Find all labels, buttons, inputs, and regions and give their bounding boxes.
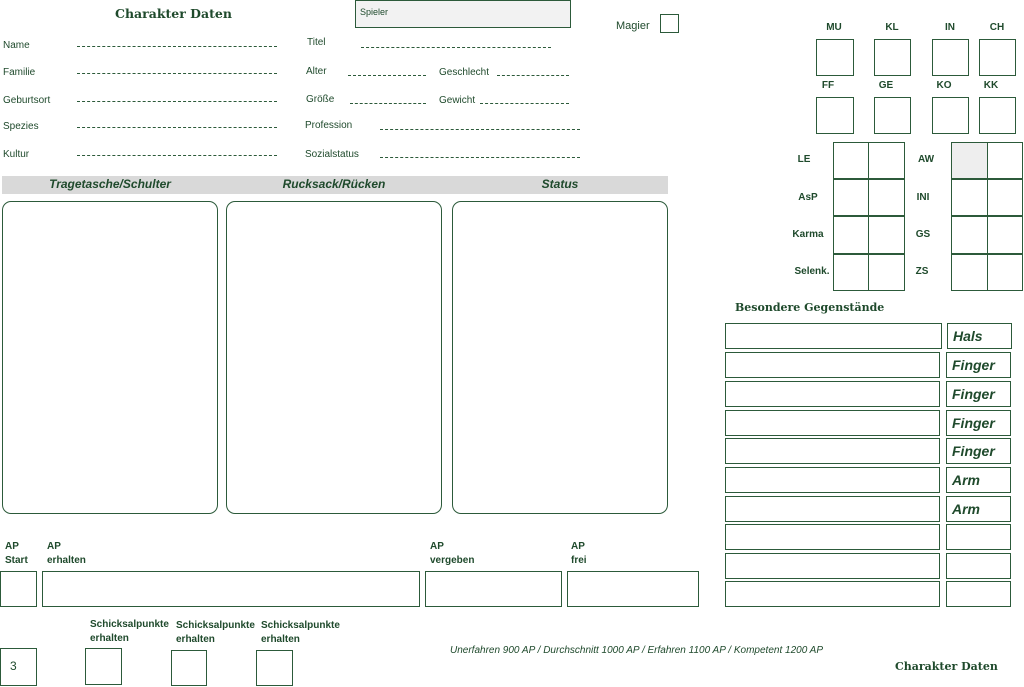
slot-finger: Finger xyxy=(946,381,1011,407)
special-item-field[interactable] xyxy=(725,323,942,349)
ap-vergeben-input[interactable] xyxy=(425,571,562,607)
familie-label: Familie xyxy=(3,67,36,78)
stat-label-ini: INI xyxy=(916,192,930,203)
page-number-box xyxy=(0,648,37,686)
ap-vergeben-label-2: vergeben xyxy=(430,555,475,566)
gewicht-input[interactable] xyxy=(480,103,569,104)
experience-levels: Unerfahren 900 AP / Durchschnitt 1000 AP / Erfahren 1100 AP / Kompetent 1200 AP xyxy=(450,645,823,656)
titel-label: Titel xyxy=(307,37,326,48)
special-item-field[interactable] xyxy=(725,467,940,493)
slot-arm: Arm xyxy=(946,496,1011,522)
stat-box-asp-1[interactable] xyxy=(833,179,869,216)
ap-erhalten-label-2: erhalten xyxy=(47,555,86,566)
slot-finger: Finger xyxy=(946,352,1011,378)
slot-finger: Finger xyxy=(946,438,1011,464)
attr-box-in[interactable] xyxy=(932,39,969,76)
attr-box-ko[interactable] xyxy=(932,97,969,134)
stat-label-karma: Karma xyxy=(792,229,824,240)
ap-erhalten-label-1: AP xyxy=(47,541,61,552)
ap-start-label-2: Start xyxy=(5,555,28,566)
mage-checkbox[interactable] xyxy=(660,14,679,33)
special-item-field[interactable] xyxy=(725,438,940,464)
stat-label-le: LE xyxy=(797,154,811,165)
ap-vergeben-label-1: AP xyxy=(430,541,444,552)
fate-label-2a: Schicksalpunkte xyxy=(176,620,255,631)
player-label: Spieler xyxy=(360,7,389,17)
ap-start-input[interactable] xyxy=(0,571,37,607)
profession-input[interactable] xyxy=(380,129,580,130)
attr-label-kk: KK xyxy=(983,80,999,91)
attr-box-mu[interactable] xyxy=(816,39,854,76)
stat-box-gs-1[interactable] xyxy=(951,216,988,254)
attr-box-ge[interactable] xyxy=(874,97,911,134)
sozialstatus-label: Sozialstatus xyxy=(305,149,359,160)
header-rucksack: Rucksack/Rücken xyxy=(282,177,386,191)
sozialstatus-input[interactable] xyxy=(380,157,580,158)
familie-input[interactable] xyxy=(77,73,277,74)
slot-empty[interactable] xyxy=(946,553,1011,579)
stat-box-le-1[interactable] xyxy=(833,142,869,179)
stat-box-zs-2[interactable] xyxy=(987,254,1023,291)
fate-box-2[interactable] xyxy=(171,650,207,686)
sheet-title: Charakter Daten xyxy=(115,6,232,21)
ap-start-label-1: AP xyxy=(5,541,19,552)
stat-box-karma-1[interactable] xyxy=(833,216,869,254)
player-field[interactable] xyxy=(355,0,571,28)
kultur-label: Kultur xyxy=(3,149,30,160)
geschlecht-input[interactable] xyxy=(497,75,569,76)
stat-box-le-2[interactable] xyxy=(868,142,905,179)
special-items-title: Besondere Gegenstände xyxy=(735,301,885,314)
stat-label-selenk: Selenk. xyxy=(794,266,830,277)
geburtsort-input[interactable] xyxy=(77,101,277,102)
special-item-field[interactable] xyxy=(725,496,940,522)
special-item-field[interactable] xyxy=(725,524,940,550)
name-label: Name xyxy=(3,40,30,51)
fate-label-1a: Schicksalpunkte xyxy=(90,619,169,630)
geburtsort-label: Geburtsort xyxy=(3,95,51,106)
gewicht-label: Gewicht xyxy=(439,95,476,106)
attr-box-ff[interactable] xyxy=(816,97,854,134)
titel-input[interactable] xyxy=(361,47,551,48)
stat-box-aw-2[interactable] xyxy=(987,142,1023,179)
kultur-input[interactable] xyxy=(77,155,277,156)
attr-label-ff: FF xyxy=(821,80,835,91)
ap-erhalten-input[interactable] xyxy=(42,571,420,607)
groesse-input[interactable] xyxy=(350,103,426,104)
ap-frei-label-1: AP xyxy=(571,541,585,552)
stat-label-aw: AW xyxy=(917,154,935,165)
stat-box-zs-1[interactable] xyxy=(951,254,988,291)
fate-label-3b: erhalten xyxy=(261,634,300,645)
name-input[interactable] xyxy=(77,46,277,47)
stat-box-aw-1[interactable] xyxy=(951,142,988,179)
alter-label: Alter xyxy=(306,66,327,77)
special-item-field[interactable] xyxy=(725,410,940,436)
rucksack-area[interactable] xyxy=(226,201,442,514)
ap-frei-input[interactable] xyxy=(567,571,699,607)
alter-input[interactable] xyxy=(348,75,426,76)
slot-hals: Hals xyxy=(947,323,1012,349)
slot-empty[interactable] xyxy=(946,524,1011,550)
fate-label-2b: erhalten xyxy=(176,634,215,645)
attr-label-mu: MU xyxy=(826,22,842,33)
attr-label-ge: GE xyxy=(878,80,894,91)
geschlecht-label: Geschlecht xyxy=(439,67,490,78)
mage-label: Magier xyxy=(616,20,650,32)
footer-title: Charakter Daten xyxy=(895,660,998,673)
page-number: 3 xyxy=(10,659,17,673)
fate-box-3[interactable] xyxy=(256,650,293,686)
special-item-field[interactable] xyxy=(725,581,940,607)
special-item-field[interactable] xyxy=(725,553,940,579)
groesse-label: Größe xyxy=(306,94,335,105)
fate-box-1[interactable] xyxy=(85,648,122,685)
slot-finger: Finger xyxy=(946,410,1011,436)
tragetasche-area[interactable] xyxy=(2,201,218,514)
header-status: Status xyxy=(541,177,579,191)
attr-label-ch: CH xyxy=(989,22,1005,33)
special-item-field[interactable] xyxy=(725,352,940,378)
slot-arm: Arm xyxy=(946,467,1011,493)
header-tragetasche: Tragetasche/Schulter xyxy=(49,177,171,191)
stat-label-gs: GS xyxy=(915,229,931,240)
fate-label-1b: erhalten xyxy=(90,633,129,644)
slot-empty[interactable] xyxy=(946,581,1011,607)
spezies-label: Spezies xyxy=(3,121,39,132)
stat-box-gs-2[interactable] xyxy=(987,216,1023,254)
special-item-field[interactable] xyxy=(725,381,940,407)
spezies-input[interactable] xyxy=(77,127,277,128)
ap-frei-label-2: frei xyxy=(571,555,587,566)
stat-label-zs: ZS xyxy=(915,266,929,277)
attr-box-kk[interactable] xyxy=(979,97,1016,134)
profession-label: Profession xyxy=(305,120,353,131)
stat-label-asp: AsP xyxy=(798,192,818,203)
attr-label-ko: KO xyxy=(936,80,952,91)
attr-label-in: IN xyxy=(945,22,955,33)
fate-label-3a: Schicksalpunkte xyxy=(261,620,340,631)
stat-box-ini-2[interactable] xyxy=(987,179,1023,216)
attr-label-kl: KL xyxy=(885,22,899,33)
status-area[interactable] xyxy=(452,201,668,514)
attr-box-ch[interactable] xyxy=(979,39,1016,76)
stat-box-selenk-1[interactable] xyxy=(833,254,869,291)
attr-box-kl[interactable] xyxy=(874,39,911,76)
stat-box-ini-1[interactable] xyxy=(951,179,988,216)
